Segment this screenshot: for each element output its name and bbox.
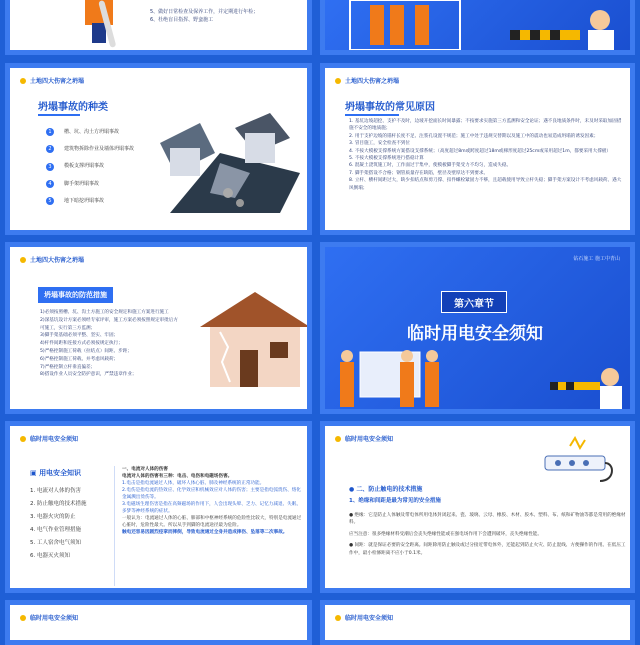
worker-illustration: [70, 0, 130, 50]
prevention-list: [40, 309, 180, 379]
list-item: [46, 197, 134, 205]
prevention-line: 4)杆件间距和连接方式必须按规定执行；: [40, 341, 123, 347]
header-dot-icon: [20, 615, 26, 621]
slide-title: 坍塌事故的种类: [38, 98, 108, 113]
content-line: 3.电磁场生理伤害是指在高频磁场的作用下，人会出现头晕、乏力、记忆力减退、失眠、多梦等神经系统的症状。: [122, 502, 301, 514]
prevention-line: 8)搭设作业人员安全防护意识，严禁违章作业；: [40, 372, 137, 378]
workers-illustration: [330, 342, 630, 412]
section-header: 临时用电安全须知: [30, 615, 79, 622]
header-dot-icon: [335, 436, 341, 442]
list-item: [46, 128, 134, 136]
section-header: 临时用电安全须知: [345, 615, 394, 622]
slide-bottom-right: [320, 600, 635, 645]
menu-item[interactable]: 4. 电气作业管理措施: [30, 527, 81, 533]
prevention-line: 7)严格控制立杆垂直偏差；: [40, 364, 96, 370]
content-line: 触电还容易因剧烈痉挛而摔倒，导致电流通过全身并造成摔伤、坠落等二次事故。: [122, 530, 288, 535]
measures-text: [349, 512, 629, 557]
content-line: 1.电击是指电流通过人体，破坏人体心脏、肺及神经系统的正常功能。: [122, 481, 265, 486]
menu-item[interactable]: 1. 电流对人体的伤害: [30, 488, 81, 494]
slide-prevention: [5, 242, 312, 414]
content-title: 一、电流对人体的伤害: [122, 467, 168, 472]
menu-divider: [114, 466, 115, 586]
number-badge: 4: [46, 180, 54, 188]
measure-line: 应当注意：很多绝缘材料受潮后会丧失绝缘性能或在强电场作用下会遭到破坏，丧失绝缘性能。: [349, 531, 542, 537]
header-dot-icon: [20, 436, 26, 442]
section-header: 临时用电安全须知: [30, 436, 79, 443]
menu-item[interactable]: 2. 防止触电的技术措施: [30, 501, 87, 507]
number-badge: 5: [46, 197, 54, 205]
chapter-title: 临时用电安全须知: [407, 324, 543, 344]
power-strip-illustration: [540, 436, 620, 486]
tip-line: 5、做好日常检查及保养工作，并定期进行年检；: [150, 9, 259, 15]
cause-line: 4. 不按大模板支撑系统方案搭设支撑系统；（高度超过8m或跨度超过18m或梯形度超过25cm或采用超过1m，都要采用大撑板）: [349, 148, 612, 154]
prevention-line: 2)深基坑设计方案必须经专家评审，施工方案必须按照规定审批后方可施工，实行第三方监测；: [40, 317, 178, 331]
header-dot-icon: [335, 78, 341, 84]
construction-workers-illustration: [330, 0, 630, 55]
list-item: [46, 145, 134, 153]
content-subtitle: 电流对人体的伤害有三种：电击、电伤和电磁场伤害。: [122, 474, 233, 479]
slide-chapter-six: [320, 242, 635, 414]
slide-title: 坍塌事故的防范措施: [38, 287, 113, 303]
types-list: [46, 128, 134, 214]
cause-line: 6. 混凝土浇筑施工时，工作面过于集中，使模板脚手架受力不均匀，造成失稳。: [349, 163, 512, 169]
slide-title: ● 二、防止触电的技术措施: [349, 486, 423, 493]
slide-collapse-types: [5, 63, 312, 235]
slide-electric-safety: [5, 421, 312, 593]
tip-line: 6、杜绝盲目指挥、野蛮施工: [150, 17, 214, 24]
header-dot-icon: [20, 257, 26, 263]
menu-item[interactable]: 5. 工人宿舍电气须知: [30, 540, 81, 546]
measure-line: ● 间距：就是保证必要的安全距离。间距除用防止触及或过分接近带电体外，还能起到防止火灾、防止混线、方便操作的作用。在低压工作中，最小检修距离不应小于0.1米。: [349, 543, 626, 556]
slide-top-left: [5, 0, 312, 55]
cause-line: 1. 基坑边坡超挖、支护不及时，边坡开挖面长时间暴露；不按要求实施第三方监测和安全论证；遇不良地质条件时，未及时采取加固措施不安全的地质施；: [349, 119, 622, 132]
menu-item[interactable]: 6. 电器灭火须知: [30, 553, 70, 559]
slide-top-right: [320, 0, 635, 55]
item-label: 地下暗挖坍塌事故: [64, 197, 105, 204]
menu-title: ▣ 用电安全知识: [30, 469, 82, 477]
prevention-line: 3)脚手架基础必须平整、坚实、牢固；: [40, 333, 119, 339]
slide-subtitle: 1、绝缘和间距是最为常见的安全措施: [349, 498, 441, 504]
section-header: 土地四大伤害之坍塌: [30, 78, 85, 85]
section-header: 土地四大伤害之坍塌: [345, 78, 400, 85]
tips-list: [150, 8, 310, 24]
item-label: 槽、坑、沟土方坍塌事故: [64, 129, 120, 135]
prevention-line: 5)严格控制施工荷载（拉结点）间距、步距；: [40, 348, 132, 354]
section-header: 土地四大伤害之坍塌: [30, 257, 85, 264]
content-block: [122, 466, 302, 536]
cause-line: 5. 不按大模板支撑系统进行搭稳计算: [349, 156, 424, 162]
list-item: [46, 180, 134, 188]
item-label: 建筑物拆除作业及墙体坍塌事故: [64, 146, 135, 153]
chapter-label: 第六章节: [441, 291, 507, 313]
slide-bottom-left: [5, 600, 312, 645]
cause-line: 2. 用于支护边坡的锚杆长度不足、注浆孔设置不规范；施工中处于违规交替期以及施工中的震动也易造成坍塌的诱发因素；: [349, 133, 599, 139]
top-right-note: 钻石施工 施工中青山: [573, 256, 620, 262]
causes-list: [349, 118, 624, 192]
measure-line: ● 绝缘：它是防止人体触及带电体所用电体封闭起来。瓷、玻璃、云母、橡胶、木材、胶木、塑料、布、纸和矿物油等都是常用的绝缘材料。: [349, 513, 626, 526]
header-dot-icon: [20, 78, 26, 84]
slide-anti-shock-measures: [320, 421, 635, 593]
collapsed-house-illustration: [150, 103, 300, 213]
number-badge: 3: [46, 163, 54, 171]
number-badge: 1: [46, 128, 54, 136]
menu-item[interactable]: 3. 电器火灾的防止: [30, 514, 76, 520]
header-dot-icon: [335, 615, 341, 621]
item-label: 模板支撑坍塌事故: [64, 163, 105, 170]
list-item: [46, 162, 134, 170]
topics-menu: [30, 468, 112, 564]
content-line: 2.电伤是指电流的热效应、化学效应和机械效应对人体的伤害；主要是指电弧烧伤、熔化金属溅出烫伤等。: [122, 488, 301, 500]
prevention-line: 6)严格控制施工荷载、并考虑风载荷；: [40, 356, 119, 362]
content-line: 一般认为：电流通过人体的心脏、肺部和中枢神经系统的危险性比较大，特别是电流通过心脏时，危险性最大。所以从手到脚的电流途径最为危险。: [122, 516, 302, 528]
slide-collapse-causes: [320, 63, 635, 235]
prevention-line: 1)必须按照槽、坑、沟土方施工的安全规定和施工方案进行施工: [40, 310, 169, 315]
number-badge: 2: [46, 145, 54, 153]
section-header: 临时用电安全须知: [345, 436, 394, 443]
cracked-house-illustration: [200, 292, 310, 392]
item-label: 脚手架坍塌事故: [64, 180, 100, 187]
slide-title: 坍塌事故的常见原因: [345, 98, 435, 113]
cause-line: 7. 脚手架搭设不合格；钢管质量存在缺陷，壁径及壁厚达不到要求。: [349, 170, 489, 176]
cause-line: 8. 立杆、横杆间距过大，缺少扣结点和剪刀撑、扣件螺栓紧固力不够，且超载使用导致立杆失稳；脚手架方案设计不考虑风载荷、遇大风倒塌；: [349, 178, 622, 191]
cause-line: 3. 冒目施工，安全检查不到位: [349, 141, 410, 147]
